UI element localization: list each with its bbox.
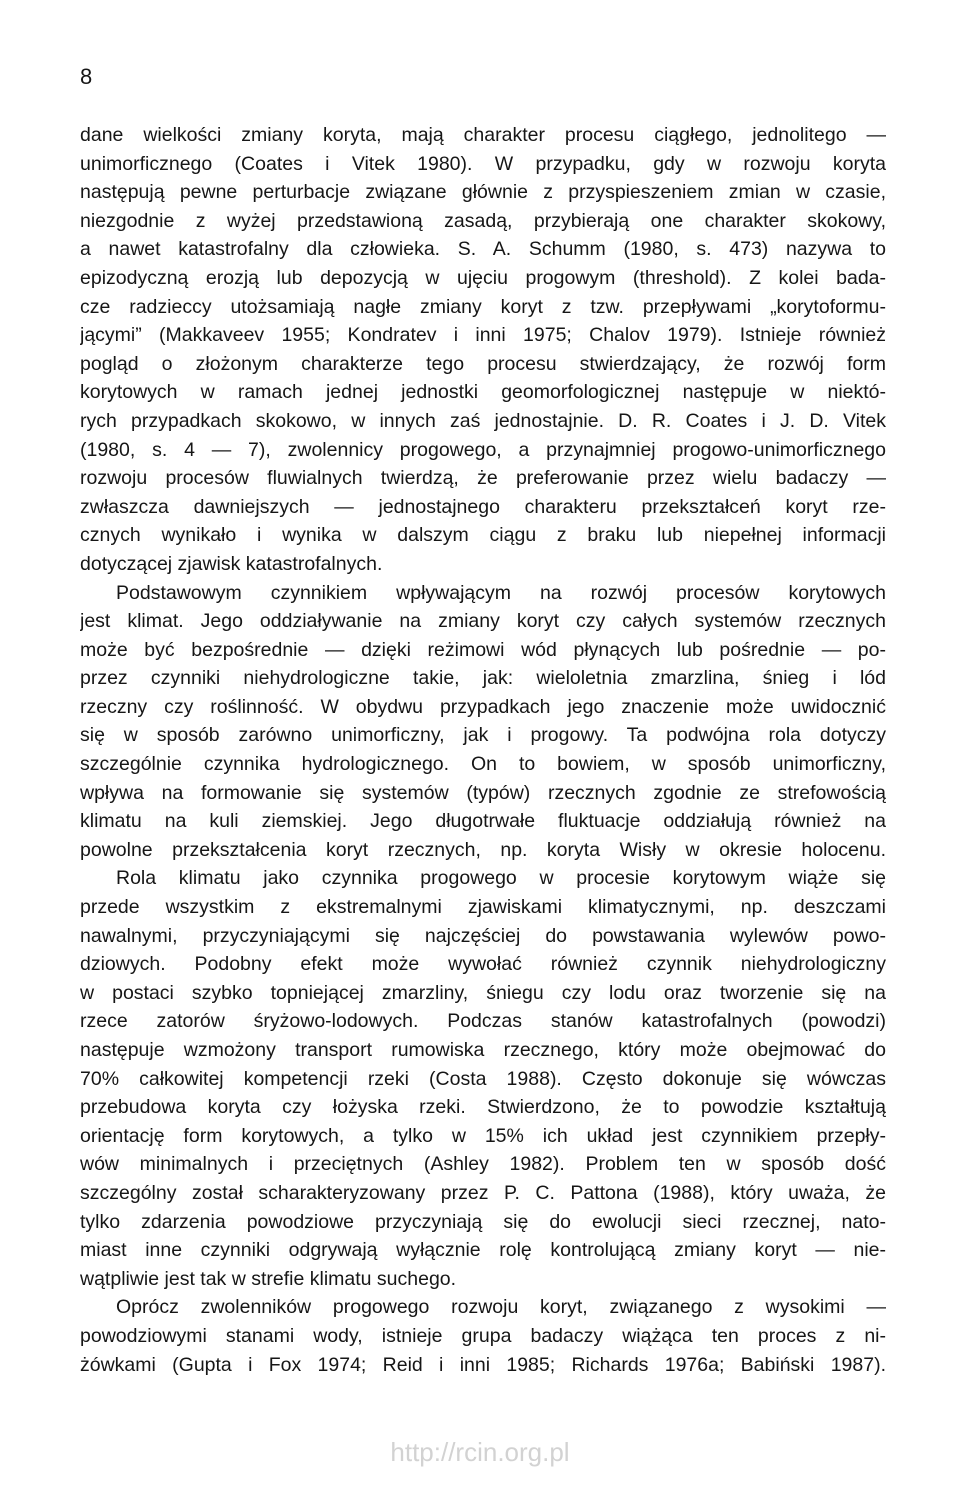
- text-line: 70% całkowitej kompetencji rzeki (Costa 1988). Często dokonuje się wówczas: [80, 1067, 886, 1090]
- paragraph-end-line: wątpliwie jest tak w strefie klimatu suchego.: [80, 1267, 457, 1290]
- text-line: dane wielkości zmiany koryta, mają charakter procesu ciągłego, jednolitego —: [80, 124, 886, 146]
- text-line: rozwoju procesów fluwialnych twierdzą, że preferowanie przez wielu badaczy —: [80, 467, 886, 490]
- text-line: dziowych. Podobny efekt może wywołać również czynnik niehydrologiczny: [80, 953, 886, 976]
- text-line: w postaci szybko topniejącej zmarzliny, śniegu czy lodu oraz tworzenie się na: [80, 981, 886, 1004]
- text-line: korytowych w ramach jednej jednostki geomorfologicznej następuje w niektó-: [80, 381, 886, 404]
- text-line: miast inne czynniki odgrywają wyłącznie rolę kontrolującą zmiany koryt — nie-: [80, 1239, 886, 1262]
- source-watermark: http://rcin.org.pl: [390, 1437, 570, 1467]
- text-line: się w sposób zarówno unimorficzny, jak i progowy. Ta podwójna rola dotyczy: [80, 724, 886, 747]
- text-line: unimorficznego (Coates i Vitek 1980). W przypadku, gdy w rozwoju koryta: [80, 152, 886, 175]
- paragraph-end-line: powolne przekształcenia koryt rzecznych, np. koryta Wisły w okresie holocenu.: [80, 838, 886, 861]
- text-line: szczególny został scharakteryzowany przez P. C. Pattona (1988), który uważa, że: [80, 1181, 886, 1204]
- text-line: (1980, s. 4 — 7), zwolennicy progowego, a przynajmniej progowo-unimorficznego: [80, 438, 886, 461]
- text-line: klimatu na kuli ziemskiej. Jego długotrwałe fluktuacje oddziałują również na: [80, 810, 886, 833]
- text-line: jącymi” (Makkaveev 1955; Kondratev i inni 1975; Chalov 1979). Istnieje również: [80, 324, 886, 347]
- text-line: niezgodnie z wyżej przedstawioną zasadą, przybierają one charakter skokowy,: [80, 209, 886, 232]
- text-line: tylko zdarzenia powodziowe przyczyniają się do ewolucji sieci rzecznej, nato-: [80, 1210, 886, 1233]
- text-line: następują pewne perturbacje związane głównie z przyspieszeniem zmian w czasie,: [80, 181, 886, 204]
- text-line: wów minimalnych i przeciętnych (Ashley 1982). Problem ten w sposób dość: [80, 1153, 886, 1176]
- page-number: 8: [80, 64, 93, 89]
- text-line: rzece zatorów śryżowo-lodowych. Podczas stanów katastrofalnych (powodzi): [80, 1010, 886, 1033]
- text-line: żówkami (Gupta i Fox 1974; Reid i inni 1985; Richards 1976a; Babiński 1987).: [80, 1353, 886, 1376]
- text-line: może być bezpośrednie — dzięki reżimowi wód płynących lub pośrednie — po-: [80, 638, 886, 661]
- paragraph-first-line: Oprócz zwolenników progowego rozwoju koryt, związanego z wysokimi —: [116, 1296, 886, 1319]
- paragraph-first-line: Podstawowym czynnikiem wpływającym na rozwój procesów korytowych: [116, 581, 886, 604]
- text-line: zwłaszcza dawniejszych — jednostajnego charakteru przekształceń koryt rze-: [80, 495, 886, 518]
- paragraph-first-line: Rola klimatu jako czynnika progowego w procesie korytowym wiąże się: [116, 867, 886, 890]
- text-line: epizodyczną erozją lub depozycją w ujęciu progowym (threshold). Z kolei bada-: [80, 266, 886, 289]
- text-line: powodziowymi stanami wody, istnieje grupa badaczy wiążąca ten proces z ni-: [80, 1324, 886, 1347]
- text-line: jest klimat. Jego oddziaływanie na zmiany koryt czy całych systemów rzecznych: [80, 610, 886, 633]
- text-line: cznych wynikało i wynika w dalszym ciągu z braku lub niepełnej informacji: [80, 524, 886, 547]
- text-line: cze radzieccy utożsamiają nagłe zmiany koryt z tzw. przepływami „korytoformu-: [80, 295, 886, 318]
- text-line: a nawet katastrofalny dla człowieka. S. A. Schumm (1980, s. 473) nazywa to: [80, 238, 886, 261]
- text-line: orientację form korytowych, a tylko w 15% ich układ jest czynnikiem przepły-: [80, 1124, 886, 1147]
- text-line: przez czynniki niehydrologiczne takie, jak: wieloletnia zmarzlina, śnieg i lód: [80, 667, 886, 690]
- text-line: szczególnie czynnika hydrologicznego. On to bowiem, w sposób unimorficzny,: [80, 753, 886, 776]
- text-line: przede wszystkim z ekstremalnymi zjawiskami klimatycznymi, np. deszczami: [80, 896, 886, 919]
- body-text: [80, 121, 886, 1379]
- text-line: wpływa na formowanie się systemów (typów) rzecznych zgodnie ze strefowością: [80, 781, 886, 804]
- paragraph-end-line: dotyczącej zjawisk katastrofalnych.: [80, 552, 383, 575]
- text-line: rzeczny czy roślinność. W obydwu przypadkach jego znaczenie może uwidocznić: [80, 695, 886, 718]
- text-line: pogląd o złożonym charakterze tego procesu stwierdzający, że rozwój form: [80, 352, 886, 375]
- text-line: przebudowa koryta czy łożyska rzeki. Stwierdzono, że to powodzie kształtują: [80, 1096, 886, 1119]
- text-line: nawalnymi, przyczyniającymi się najczęściej do powstawania wylewów powo-: [80, 924, 886, 947]
- text-line: następuje wzmożony transport rumowiska rzecznego, który może obejmować do: [80, 1039, 886, 1061]
- text-line: rych przypadkach skokowo, w innych zaś jednostajnie. D. R. Coates i J. D. Vitek: [80, 409, 886, 432]
